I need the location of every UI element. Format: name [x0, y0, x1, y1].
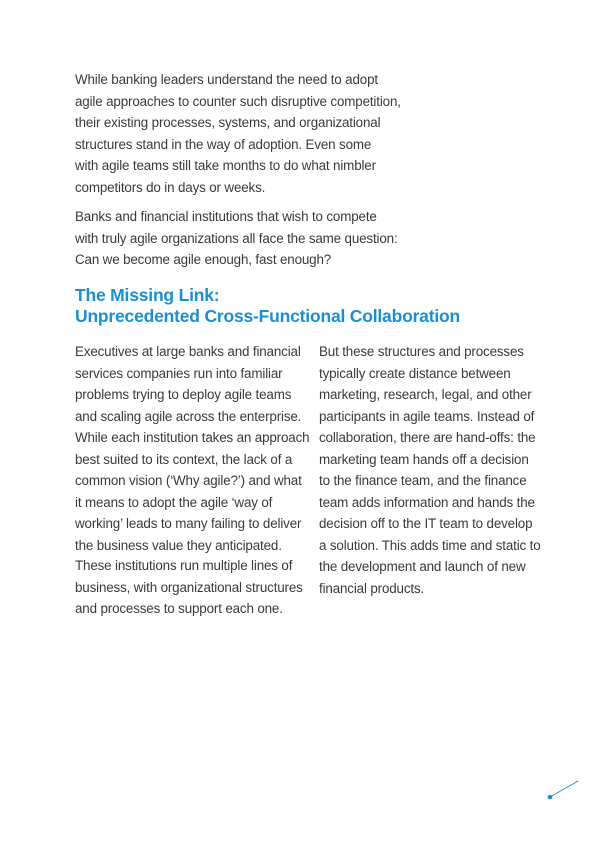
text-line: Can we become agile enough, fast enough? — [75, 252, 332, 267]
intro-paragraph-1 — [75, 69, 415, 198]
text-line: problems trying to deploy agile teams — [75, 387, 292, 402]
text-line: best suited to its context, the lack of a — [75, 451, 293, 467]
column-1-paragraph-2 — [75, 555, 310, 620]
text-line: marketing team hands off a decision — [319, 451, 529, 467]
text-line: These institutions run multiple lines of — [75, 558, 293, 573]
text-line: structures stand in the way of adoption. Even some — [75, 136, 372, 152]
text-line: it means to adopt the agile ‘way of — [75, 494, 273, 510]
text-line: the development and launch of new — [319, 559, 526, 574]
text-line: participants in agile teams. Instead of — [319, 408, 535, 424]
text-line: typically create distance between — [319, 365, 511, 381]
text-line: collaboration, there are hand-offs: the — [319, 430, 536, 445]
text-line: business, with organizational structures — [75, 579, 303, 595]
section-heading — [75, 285, 460, 327]
text-line: the business value they anticipated. — [75, 537, 282, 553]
text-line: marketing, research, legal, and other — [319, 387, 532, 402]
text-line: to the finance team, and the finance — [319, 473, 527, 488]
text-line: But these structures and processes — [319, 344, 524, 359]
text-line: competitors do in days or weeks. — [75, 179, 266, 195]
text-line: Executives at large banks and financial — [75, 344, 301, 359]
text-line: and scaling agile across the enterprise. — [75, 408, 302, 424]
text-line: with truly agile organizations all face the same question: — [75, 230, 398, 246]
text-line: Banks and financial institutions that wish to compete — [75, 209, 377, 224]
column-1-paragraph-1 — [75, 341, 310, 556]
text-line: agile approaches to counter such disruptive competition, — [75, 93, 401, 109]
text-line: their existing processes, systems, and organizational — [75, 115, 381, 130]
text-line: common vision (‘Why agile?’) and what — [75, 473, 302, 488]
heading-line-2: Unprecedented Cross-Functional Collaboration — [75, 306, 460, 326]
text-line: and processes to support each one. — [75, 601, 283, 616]
text-line: services companies run into familiar — [75, 365, 283, 381]
text-line: While each institution takes an approach — [75, 430, 310, 445]
text-line: decision off to the IT team to develop — [319, 516, 533, 531]
text-line: a solution. This adds time and static to — [319, 537, 541, 553]
heading-line-1: The Missing Link: — [75, 285, 220, 305]
column-2-paragraph-1 — [319, 341, 549, 599]
text-line: working’ leads to many failing to deliver — [75, 516, 302, 531]
text-line: While banking leaders understand the need to adopt — [75, 72, 378, 87]
intro-paragraph-2 — [75, 206, 415, 271]
text-line: financial products. — [319, 580, 425, 596]
text-line: with agile teams still take months to do what nimbler — [75, 158, 376, 173]
diagonal-line-dot-icon — [545, 778, 581, 802]
text-line: team adds information and hands the — [319, 494, 535, 510]
